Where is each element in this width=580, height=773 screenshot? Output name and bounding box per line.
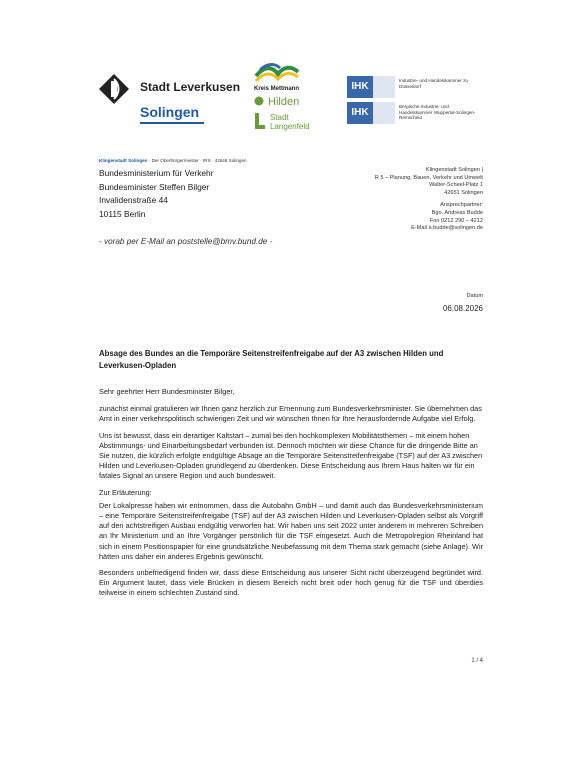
sender-line: [99, 158, 247, 163]
contact-line-4: 42651 Solingen: [444, 189, 483, 196]
date-value: 06.08.2026: [442, 304, 483, 313]
hilden-logo-icon: [254, 96, 264, 106]
solingen-logo-underline: [140, 122, 204, 124]
solingen-logo-text: Solingen: [140, 104, 200, 120]
salutation: Sehr geehrter Herr Bundesminister Bilger,: [99, 387, 235, 396]
contact-email: E-Mail a.budde@solingen.de: [411, 225, 483, 232]
contact-line-2: R 5 – Planung, Bauen, Verkehr und Umwelt: [374, 174, 483, 181]
letter-body: [99, 387, 483, 605]
date-label: Datum: [466, 293, 483, 299]
contact-block: [375, 167, 483, 233]
mettmann-logo-text: Kreis Mettmann: [254, 86, 300, 92]
leverkusen-logo-text: Stadt Leverkusen: [140, 80, 241, 94]
langenfeld-logo-icon: [254, 113, 266, 130]
contact-line-7: Fon 0212 290 – 4212: [429, 217, 483, 224]
paragraph-1: zunächst einmal gratulieren wir Ihnen ganz herzlich zur Ernennung zum Bundesverkehrsminister. Sie übernehmen das Amt in einer verkehrspolitisch schwierigen Zeit und wir wünschen Ihnen für Ihre herausfordernde Aufgabe viel Erfolg.: [99, 404, 482, 424]
paragraph-4: Der Lokalpresse haben wir entnommen, dass die Autobahn GmbH – und damit auch das Bundesverkehrsministerium – eine Temporäre Seitenstreifenfreigabe (TSF) auf der A3 zwischen Hilden und Leverkusen-Opladen selbst als Vorgriff auf den achtstreifigen Ausbau endgültig verworfen hat. Wir haben uns seit 2022 unter anderem in mehreren Schreiben an Ihr Ministerium und an Ihre Vorgänger persönlich für die TSF eingesetzt. Auch die Metropolregion Rheinland hat sich in einem Positionspapier für eine grundsätzliche Neubefassung mit dem Thema stark gemacht (siehe Anlage). Wir hätten uns daher ein anderes Ergebnis gewünscht.: [99, 500, 483, 561]
hilden-logo-text: Hilden: [268, 96, 300, 108]
recipient-line-3: Invalidenstraße 44: [99, 195, 168, 205]
paragraph-5: Besonders unbefriedigend finden wir, dass diese Entscheidung aus unserer Sicht nicht überzeugend begründet wird. Ein Argument lautet, dass viele Brücken in diesem Bereich nicht breit oder hoch genug für die TSF und überdies teilweise in einem schlechten Zustand sind.: [99, 568, 483, 598]
sender-org: Klingenstadt Solingen: [99, 158, 148, 163]
langenfeld-logo-text: Stadt Langenfeld: [270, 113, 310, 131]
leverkusen-logo-icon: [98, 73, 130, 105]
ihk-bergische-badge: IHK: [347, 102, 373, 124]
contact-line-1: Klingenstadt Solingen |: [425, 167, 483, 173]
ihk-bergische-emblem-icon: [373, 102, 395, 124]
mettmann-logo-icon: [254, 62, 300, 84]
recipient-line-2: Bundesminister Steffen Bilger: [99, 181, 210, 192]
paragraph-3: Zur Erläuterung:: [99, 487, 152, 497]
contact-line-3: Walter-Scheel-Platz 1: [429, 182, 483, 189]
ihk-duesseldorf-badge: IHK: [347, 76, 373, 98]
recipient-address: [99, 167, 214, 221]
ihk-duesseldorf-text: Industrie- und Handelskammer zu Düsseldorf: [399, 78, 468, 89]
contact-line-6: Bgo. Andreas Budde: [431, 209, 483, 216]
sender-rest: · Der Oberbürgermeister · IRS · 42648 Solingen: [147, 158, 247, 163]
recipient-line-4: 10115 Berlin: [99, 208, 146, 219]
ihk-bergische-text: Bergische Industrie- und Handelskammer Wuppertal-Solingen-Remscheid: [399, 104, 476, 120]
letter-subject: Absage des Bundes an die Temporäre Seitenstreifenfreigabe auf der A3 zwischen Hilden und Leverkusen-Opladen: [99, 349, 444, 370]
page-number: 1 / 4: [471, 658, 483, 664]
contact-line-5: Ansprechpartner:: [440, 202, 483, 209]
paragraph-2: Uns ist bewusst, dass ein derartiger Kaltstart – zumal bei den hochkomplexen Mobilitätsthemen – mit einem hohen Abstimmungs- und Einarbeitungsbedarf verbunden ist. Dennoch möchten wir diese Chance für die dringende Bitte an Sie nutzen, die kürzlich erfolgte endgültige Absage an die Temporäre Seitenstreifenfreigabe (TSF) auf der A3 zwischen Hilden und Leverkusen-Opladen grundlegend zu überdenken. Diese Entscheidung aus Ihrem Haus halten wir für ein fatales Signal an unsere Region und auch bundesweit.: [99, 430, 483, 481]
vorab-note: - vorab per E-Mail an poststelle@bmv.bund.de -: [99, 237, 273, 246]
recipient-line-1: Bundesministerium für Verkehr: [99, 168, 214, 178]
ihk-duesseldorf-emblem-icon: [373, 76, 395, 98]
